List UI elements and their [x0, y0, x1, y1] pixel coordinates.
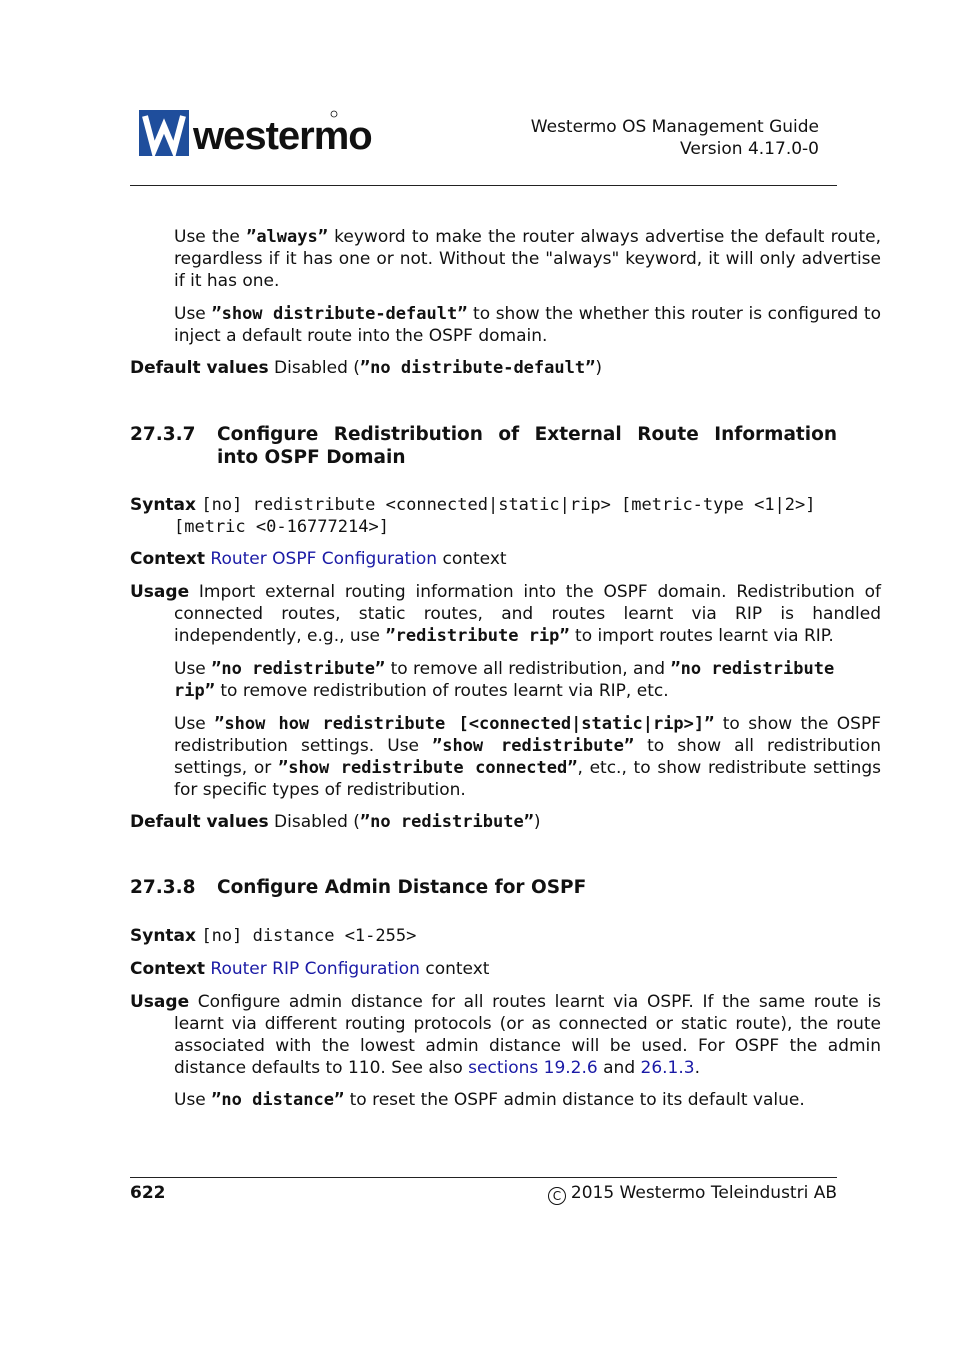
section-heading-admin-distance — [130, 876, 837, 899]
header-text — [419, 116, 819, 160]
guide-version: Version 4.17.0-0 — [680, 139, 819, 159]
show-distribute-keyword: ”show distribute-default” — [211, 304, 468, 324]
always-keyword: ”always” — [246, 227, 328, 247]
usage-label: Usage — [130, 582, 190, 602]
section-title: Configure Admin Distance for OSPF — [217, 877, 587, 898]
default-values-label: Default values — [130, 358, 269, 378]
copyright — [548, 1182, 837, 1205]
no-redistribute-paragraph: Use ”no redistribute” to remove all redistribution, and ”no redistribute rip” to remove redistribution of routes learnt via RIP, etc. — [174, 659, 835, 701]
default-values-distribute: Default values Disabled (”no distribute-default”) — [130, 358, 602, 378]
logo-wordmark: westermo — [193, 114, 372, 158]
show-distribute-paragraph: Use ”show distribute-default” to show the whether this router is configured to inject a default route into the OSPF domain. — [174, 304, 881, 346]
show-redistribute-paragraph: Use ”show how redistribute [<connected|static|rip>]” to show the OSPF redistribution settings. Use ”show redistribute” to show all redistribution settings, or ”show redistribute connected”, etc., to show redistribute settings for specific types of redistribution. — [174, 714, 882, 800]
copyright-text: 2015 Westermo Teleindustri AB — [570, 1183, 837, 1203]
router-ospf-configuration-link[interactable]: Router OSPF Configuration — [210, 549, 438, 569]
context-label: Context — [130, 549, 206, 569]
syntax-redistribution — [130, 494, 881, 538]
router-rip-configuration-link[interactable]: Router RIP Configuration — [210, 959, 420, 979]
page-number: 622 — [130, 1183, 166, 1203]
header-divider — [130, 185, 837, 186]
copyright-icon: C — [548, 1187, 566, 1205]
default-values-redistribute: Default values Disabled (”no redistribute”) — [130, 812, 541, 832]
footer-divider — [130, 1177, 837, 1178]
section-number: 27.3.8 — [130, 877, 196, 898]
section-heading-redistribution — [130, 423, 837, 469]
context-distance: Context Router RIP Configuration context — [130, 959, 490, 979]
syntax-label: Syntax — [130, 495, 196, 515]
westermo-logo-mark-icon — [139, 108, 372, 158]
syntax-command: [no] redistribute <connected|static|rip> [metric-type <1|2>] [metric <0-16777214>] — [174, 495, 816, 537]
always-paragraph: Use the ”always” keyword to make the router always advertise the default route, regardless if it has one or not. Without the "always" keyword, it will only advertise if it has one. — [174, 227, 881, 291]
section-number: 27.3.7 — [130, 424, 196, 445]
westermo-logo — [139, 108, 372, 158]
section-26-1-3-link[interactable]: 26.1.3 — [640, 1058, 695, 1078]
context-redistribution: Context Router OSPF Configuration context — [130, 549, 507, 569]
sections-19-2-6-link[interactable]: sections 19.2.6 — [468, 1058, 598, 1078]
syntax-distance: Syntax [no] distance <1-255> — [130, 926, 417, 946]
usage-distance: Usage Configure admin distance for all routes learnt via OSPF. If the same route is learnt via different routing protocols (or as connected or static route), the route associated with the lowest admin distance will be used. For OSPF the admin distance defaults to 110. See also sections 19.2.6 and 26.1.3. — [130, 992, 881, 1078]
no-distance-paragraph: Use ”no distance” to reset the OSPF admin distance to its default value. — [174, 1090, 805, 1110]
usage-redistribution: Usage Import external routing information into the OSPF domain. Redistribution of connected routes, static routes, and routes learnt via RIP is handled independently, e.g., use ”redistribute rip” to import routes learnt via RIP. — [130, 582, 881, 646]
syntax-command: [no] distance <1-255> — [201, 926, 417, 946]
guide-title: Westermo OS Management Guide — [530, 117, 819, 137]
section-title: Configure Redistribution of External Route Information into OSPF Domain — [217, 424, 837, 468]
